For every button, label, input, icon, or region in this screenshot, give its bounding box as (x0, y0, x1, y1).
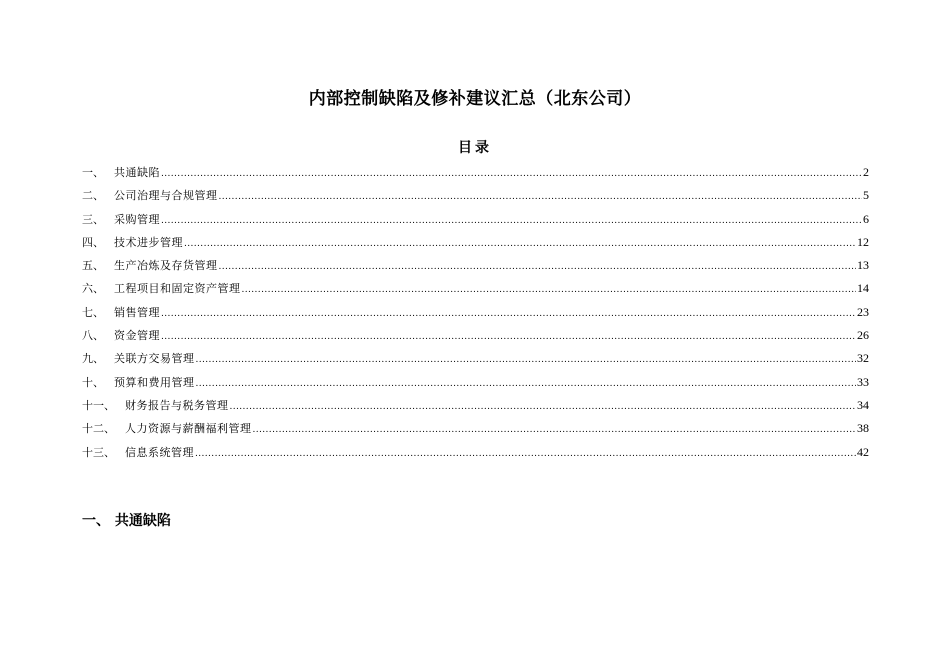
toc-entry-label: 共通缺陷 (114, 166, 160, 179)
toc-leader-dots (161, 210, 862, 233)
toc-entry-11[interactable] (82, 394, 869, 417)
toc-entry-9[interactable] (82, 347, 869, 370)
toc-entry-label: 技术进步管理 (114, 235, 183, 249)
toc-entry-13[interactable] (82, 441, 869, 464)
toc-entry-page: 32 (857, 351, 869, 366)
toc-entry-page: 5 (863, 188, 869, 203)
toc-leader-dots (161, 303, 856, 326)
toc-entry-page: 34 (857, 397, 869, 412)
document-title: 内部控制缺陷及修补建议汇总（北东公司） (308, 89, 642, 109)
toc-entry-label: 工程项目和固定资产管理 (114, 282, 241, 296)
toc-entry-page: 38 (857, 421, 869, 436)
toc-entry-page: 13 (857, 258, 869, 273)
toc-entry-label: 财务报告与税务管理 (125, 398, 229, 412)
toc-entry-number: 六、 (82, 282, 104, 296)
toc-entry-label: 人力资源与薪酬福利管理 (125, 422, 252, 436)
toc-entry-page: 33 (857, 374, 869, 389)
toc-entry-label: 资金管理 (114, 329, 160, 343)
toc-leader-dots (253, 419, 857, 442)
toc-leader-dots (196, 373, 857, 396)
toc-entry-number: 十三、 (82, 445, 115, 459)
toc-leader-dots (196, 349, 857, 372)
toc-entry-label: 生产冶炼及存货管理 (114, 259, 218, 273)
toc-entry-number: 八、 (82, 329, 104, 343)
toc-entry-page: 14 (857, 281, 869, 296)
toc-entry-4[interactable] (82, 231, 869, 254)
toc-entry-label: 预算和费用管理 (114, 375, 195, 389)
toc-entry-page: 2 (863, 165, 869, 179)
toc-entry-label: 关联方交易管理 (114, 352, 195, 366)
toc-entry-page: 12 (857, 234, 869, 249)
toc-entry-3[interactable] (82, 208, 869, 231)
toc-entry-number: 十、 (82, 375, 104, 389)
toc-leader-dots (161, 163, 862, 186)
toc-entry-label: 公司治理与合规管理 (114, 189, 218, 203)
toc-entry-label: 信息系统管理 (125, 445, 194, 459)
toc-entry-number: 十二、 (82, 422, 115, 436)
toc-entry-page: 42 (857, 444, 869, 459)
toc-heading: 目录 (458, 140, 492, 156)
toc-entry-number: 五、 (82, 259, 104, 273)
toc-entry-number: 四、 (82, 235, 104, 249)
toc-entry-label: 销售管理 (114, 305, 160, 319)
table-of-contents (82, 161, 869, 464)
toc-leader-dots (195, 443, 856, 466)
toc-entry-number: 三、 (82, 212, 104, 226)
toc-entry-page: 23 (857, 304, 869, 319)
toc-leader-dots (230, 396, 857, 419)
toc-entry-page: 6 (863, 211, 869, 226)
toc-entry-label: 采购管理 (114, 212, 160, 226)
section-heading: 一、 共通缺陷 (82, 513, 171, 529)
toc-leader-dots (184, 233, 856, 256)
toc-entry-2[interactable] (82, 184, 869, 207)
toc-leader-dots (219, 186, 863, 209)
toc-entry-8[interactable] (82, 324, 869, 347)
toc-leader-dots (161, 326, 856, 349)
toc-entry-number: 九、 (82, 352, 104, 366)
toc-entry-number: 七、 (82, 305, 104, 319)
toc-leader-dots (219, 256, 857, 279)
toc-entry-5[interactable] (82, 254, 869, 277)
toc-entry-7[interactable] (82, 301, 869, 324)
toc-entry-12[interactable] (82, 417, 869, 440)
toc-entry-10[interactable] (82, 371, 869, 394)
toc-entry-number: 十一、 (82, 398, 115, 412)
toc-entry-number: 二、 (82, 189, 104, 203)
toc-leader-dots (242, 279, 857, 302)
toc-entry-6[interactable] (82, 277, 869, 300)
toc-entry-number: 一、 (82, 166, 104, 179)
toc-entry-page: 26 (857, 328, 869, 343)
toc-entry-1[interactable] (82, 161, 869, 184)
